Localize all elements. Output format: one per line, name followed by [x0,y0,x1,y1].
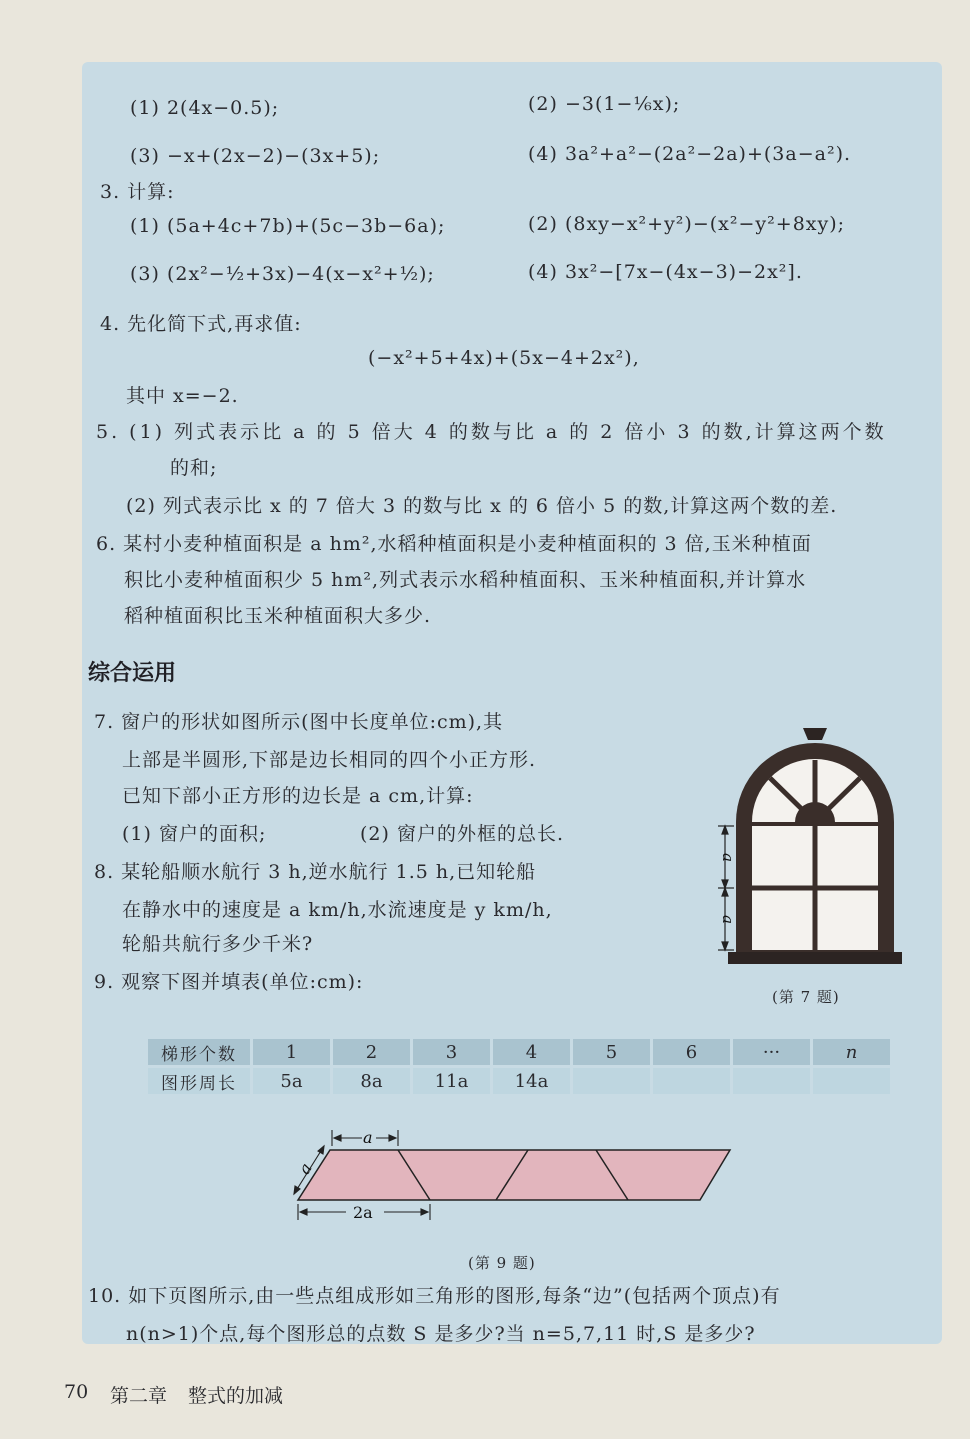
chapter-label: 第二章 [110,1385,168,1407]
page-number: 70 [64,1381,89,1403]
figure9-caption: (第 9 题) [468,1254,536,1272]
ex2-part4: (4) 3a²+a²−(2a²−2a)+(3a−a²). [528,143,852,165]
ex7-line2: 上部是半圆形,下部是边长相同的四个小正方形. [122,749,537,771]
trapezoid-label-a-side: a [294,1159,316,1178]
ex5-line3: (2) 列式表示比 x 的 7 倍大 3 的数与比 x 的 6 倍小 5 的数,计算这两个数的差. [126,495,838,517]
table-cell: 1 [253,1039,330,1065]
ex5-line2: 的和; [170,457,218,479]
table-cell: 14a [493,1068,570,1094]
table-row [148,1068,890,1094]
table-cell: ··· [733,1039,810,1065]
ex6-line1: 6. 某村小麦种植面积是 a hm²,水稻种植面积是小麦种植面积的 3 倍,玉米种植面 [96,533,812,555]
ex8-line1: 8. 某轮船顺水航行 3 h,逆水航行 1.5 h,已知轮船 [94,861,537,883]
table-cell: 4 [493,1039,570,1065]
ex7-line3: 已知下部小正方形的边长是 a cm,计算: [122,785,474,807]
ex3-title: 3. 计算: [100,181,175,203]
table-cell [813,1068,890,1094]
trapezoid-label-2a: 2a [353,1203,373,1222]
window-dim-a-lower: a [719,915,737,924]
ex10-line1: 10. 如下页图所示,由一些点组成形如三角形的图形,每条“边”(包括两个顶点)有 [88,1285,781,1307]
chapter-title: 整式的加减 [188,1385,284,1407]
ex6-line2: 积比小麦种植面积少 5 hm²,列式表示水稻种植面积、玉米种植面积,并计算水 [124,569,807,591]
table-header-count: 梯形个数 [148,1039,250,1065]
figure7-caption: (第 7 题) [772,988,840,1006]
ex4-condition: 其中 x=−2. [126,385,239,407]
window-figure [700,722,915,967]
table-cell: 2 [333,1039,410,1065]
ex7-line1: 7. 窗户的形状如图所示(图中长度单位:cm),其 [94,711,504,733]
perimeter-table [145,1036,893,1097]
ex3-part1: (1) (5a+4c+7b)+(5c−3b−6a); [130,215,446,237]
ex4-expression: (−x²+5+4x)+(5x−4+2x²), [368,347,640,369]
table-cell: 6 [653,1039,730,1065]
table-cell: 5 [573,1039,650,1065]
table-cell [573,1068,650,1094]
ex2-part1: (1) 2(4x−0.5); [130,97,280,119]
ex3-part2: (2) (8xy−x²+y²)−(x²−y²+8xy); [528,213,846,235]
table-header-perimeter: 图形周长 [148,1068,250,1094]
ex3-part3: (3) (2x²−½+3x)−4(x−x²+½); [130,263,435,285]
ex4-title: 4. 先化简下式,再求值: [100,313,302,335]
trapezoid-figure [280,1120,750,1230]
window-dim-a-upper: a [719,853,737,862]
table-cell: 11a [413,1068,490,1094]
ex3-part4: (4) 3x²−[7x−(4x−3)−2x²]. [528,261,803,283]
table-cell: 8a [333,1068,410,1094]
ex5-line1: 5. (1) 列式表示比 a 的 5 倍大 4 的数与比 a 的 2 倍小 3 的数,计算这两个数 [96,421,887,443]
ex2-part3: (3) −x+(2x−2)−(3x+5); [130,145,381,167]
trapezoid-label-a-top: a [363,1128,373,1147]
ex7-part2: (2) 窗户的外框的总长. [360,823,564,845]
ex10-line2: n(n>1)个点,每个图形总的点数 S 是多少?当 n=5,7,11 时,S 是多少? [126,1323,756,1345]
table-cell: 5a [253,1068,330,1094]
table-cell: 3 [413,1039,490,1065]
ex6-line3: 稻种植面积比玉米种植面积大多少. [124,605,432,627]
ex8-line3: 轮船共航行多少千米? [122,933,314,955]
ex7-part1: (1) 窗户的面积; [122,823,267,845]
section-title: 综合运用 [88,661,177,686]
ex2-part2: (2) −3(1−⅙x); [528,93,681,115]
ex8-line2: 在静水中的速度是 a km/h,水流速度是 y km/h, [122,899,553,921]
table-cell [653,1068,730,1094]
table-row [148,1039,890,1065]
table-cell: n [813,1039,890,1065]
table-cell [733,1068,810,1094]
ex9-title: 9. 观察下图并填表(单位:cm): [94,971,364,993]
